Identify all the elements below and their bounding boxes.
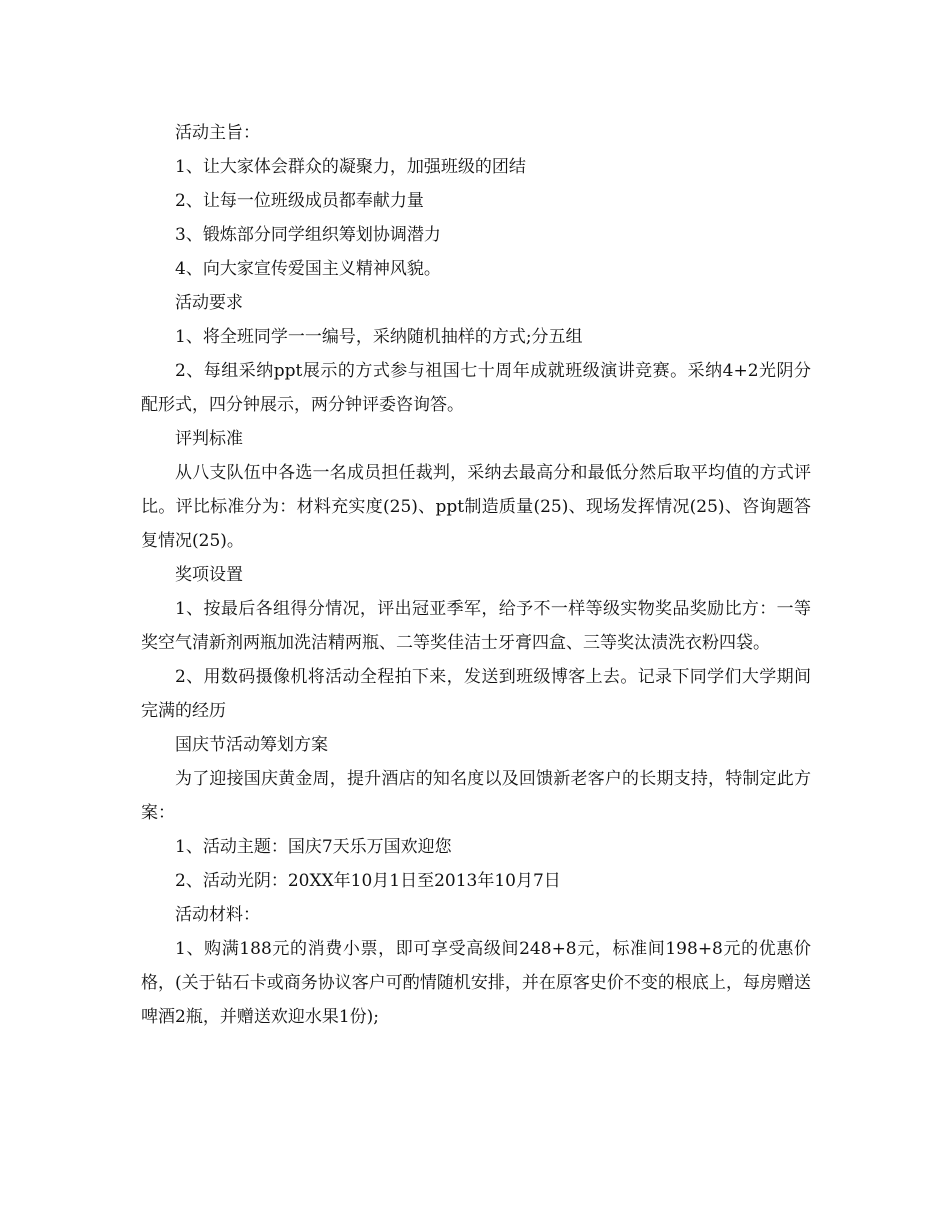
purpose-item-3: 3、锻炼部分同学组织筹划协调潜力 — [175, 225, 441, 245]
awards-item-1: 1、按最后各组得分情况，评出冠亚季军，给予不一样等级实物奖品奖励比方：一等奖空气清新剂两瓶加洗洁精两瓶、二等奖佳洁士牙膏四盒、三等奖汰渍洗衣粉四袋。 — [141, 599, 811, 653]
materials-item-1: 1、购满188元的消费小票，即可享受高级间248+8元，标准间198+8元的优惠价格，(关于钻石卡或商务协议客户可酌情随机安排，并在原客史价不变的根底上，每房赠送啤酒2瓶，并赠送欢迎水果1份); — [141, 939, 811, 1027]
plan-item-time: 2、活动光阴：20XX年10月1日至2013年10月7日 — [175, 871, 561, 891]
judging-criteria-text: 从八支队伍中各选一名成员担任裁判，采纳去最高分和最低分然后取平均值的方式评比。评比标准分为：材料充实度(25)、ppt制造质量(25)、现场发挥情况(25)、咨询题答复情况(25)。 — [141, 463, 811, 551]
requirement-item-2: 2、每组采纳ppt展示的方式参与祖国七十周年成就班级演讲竞赛。采纳4+2光阴分配形式，四分钟展示，两分钟评委咨询答。 — [141, 361, 811, 415]
plan-item-theme: 1、活动主题：国庆7天乐万国欢迎您 — [175, 837, 452, 857]
heading-activity-materials: 活动材料： — [175, 905, 260, 925]
purpose-item-1: 1、让大家体会群众的凝聚力，加强班级的团结 — [175, 157, 526, 177]
heading-activity-purpose: 活动主旨： — [175, 123, 260, 143]
plan-intro: 为了迎接国庆黄金周，提升酒店的知名度以及回馈新老客户的长期支持，特制定此方案： — [141, 769, 811, 823]
heading-national-day-plan: 国庆节活动筹划方案 — [175, 735, 328, 755]
requirement-item-1: 1、将全班同学一一编号，采纳随机抽样的方式;分五组 — [175, 327, 583, 347]
heading-awards: 奖项设置 — [175, 565, 243, 585]
heading-judging-criteria: 评判标准 — [175, 429, 243, 449]
purpose-item-4: 4、向大家宣传爱国主义精神风貌。 — [175, 259, 441, 279]
awards-item-2: 2、用数码摄像机将活动全程拍下来，发送到班级博客上去。记录下同学们大学期间完满的经历 — [141, 667, 811, 721]
document-body — [141, 116, 811, 1034]
heading-activity-requirements: 活动要求 — [175, 293, 243, 313]
purpose-item-2: 2、让每一位班级成员都奉献力量 — [175, 191, 424, 211]
